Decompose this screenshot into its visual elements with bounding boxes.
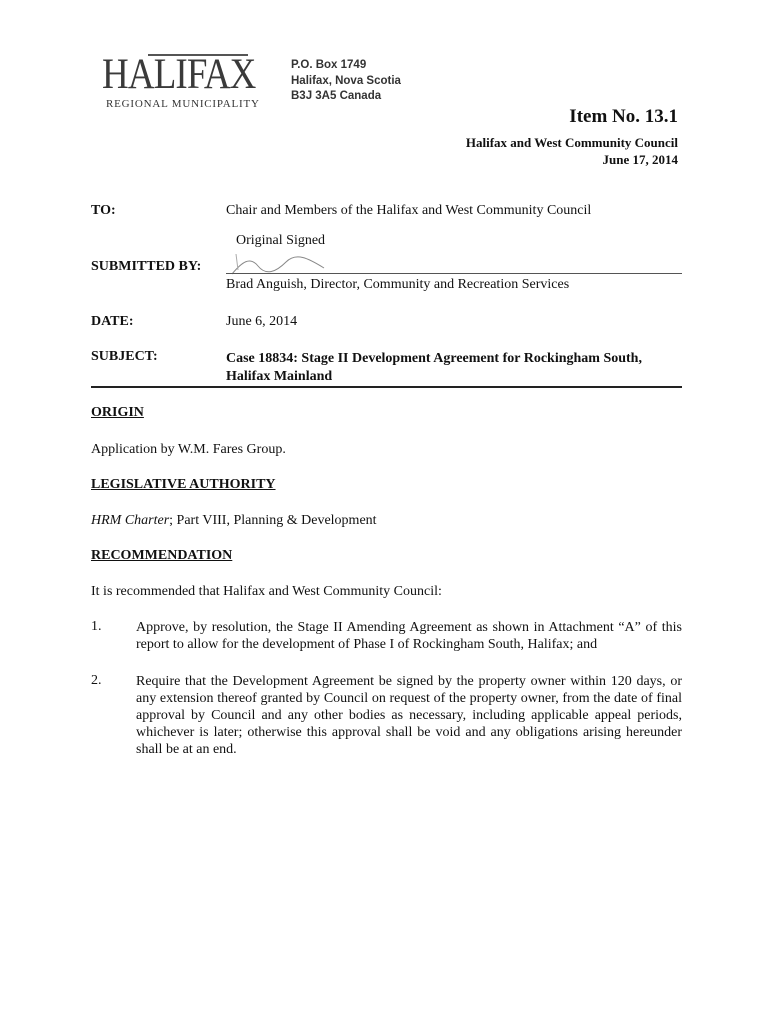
logo-subtitle: REGIONAL MUNICIPALITY <box>106 98 260 110</box>
submitted-by-value: Brad Anguish, Director, Community and Recreation Services <box>226 277 570 292</box>
list-number: 1. <box>91 619 102 634</box>
submitted-by-label: SUBMITTED BY: <box>91 259 202 274</box>
signed-note: Original Signed <box>236 233 326 248</box>
subject-label: SUBJECT: <box>91 349 158 364</box>
recommendation-item: Approve, by resolution, the Stage II Amending Agreement as shown in Attachment “A” of this report to allow for the development of Phase I of Rockingham South, Halifax; and <box>136 620 682 652</box>
legislative-authority-heading: LEGISLATIVE AUTHORITY <box>91 477 276 492</box>
address-line: B3J 3A5 Canada <box>291 90 382 102</box>
halifax-logo <box>100 50 260 112</box>
item-number: Item No. 13.1 <box>569 106 678 127</box>
council-name: Halifax and West Community Council <box>465 135 678 150</box>
charter-name: HRM Charter <box>91 513 170 528</box>
signature-line <box>226 273 682 274</box>
council-header <box>466 134 678 168</box>
recommendation-item: Require that the Development Agreement be signed by the property owner within 120 days, or any extension thereof granted by Council on request of the property owner, from the date of final approval by Council and any other bodies as necessary, including applicable appeal periods, whichever is later; otherwise this approval shall be void and any obligations arising hereunder shall be at an end. <box>136 674 682 757</box>
origin-text: Application by W.M. Fares Group. <box>91 442 286 457</box>
address-block <box>291 58 401 105</box>
legislative-authority-text <box>91 512 682 530</box>
origin-heading: ORIGIN <box>91 405 144 420</box>
signature-scribble <box>228 252 338 278</box>
recommendation-heading: RECOMMENDATION <box>91 548 233 563</box>
address-line: P.O. Box 1749 <box>291 59 367 71</box>
recommendation-intro: It is recommended that Halifax and West Community Council: <box>91 584 442 599</box>
date-value: June 6, 2014 <box>226 314 298 329</box>
list-number: 2. <box>91 673 102 688</box>
meeting-date: June 17, 2014 <box>602 152 678 167</box>
logo-word: HALIFAX <box>102 51 256 98</box>
charter-detail: ; Part VIII, Planning & Development <box>169 513 377 528</box>
to-label: TO: <box>91 203 116 218</box>
address-line: Halifax, Nova Scotia <box>291 74 401 87</box>
subject-value: Case 18834: Stage II Development Agreement for Rockingham South, Halifax Mainland <box>226 351 642 384</box>
section-divider <box>91 386 682 388</box>
to-value: Chair and Members of the Halifax and West Community Council <box>226 203 592 218</box>
date-label: DATE: <box>91 314 134 329</box>
